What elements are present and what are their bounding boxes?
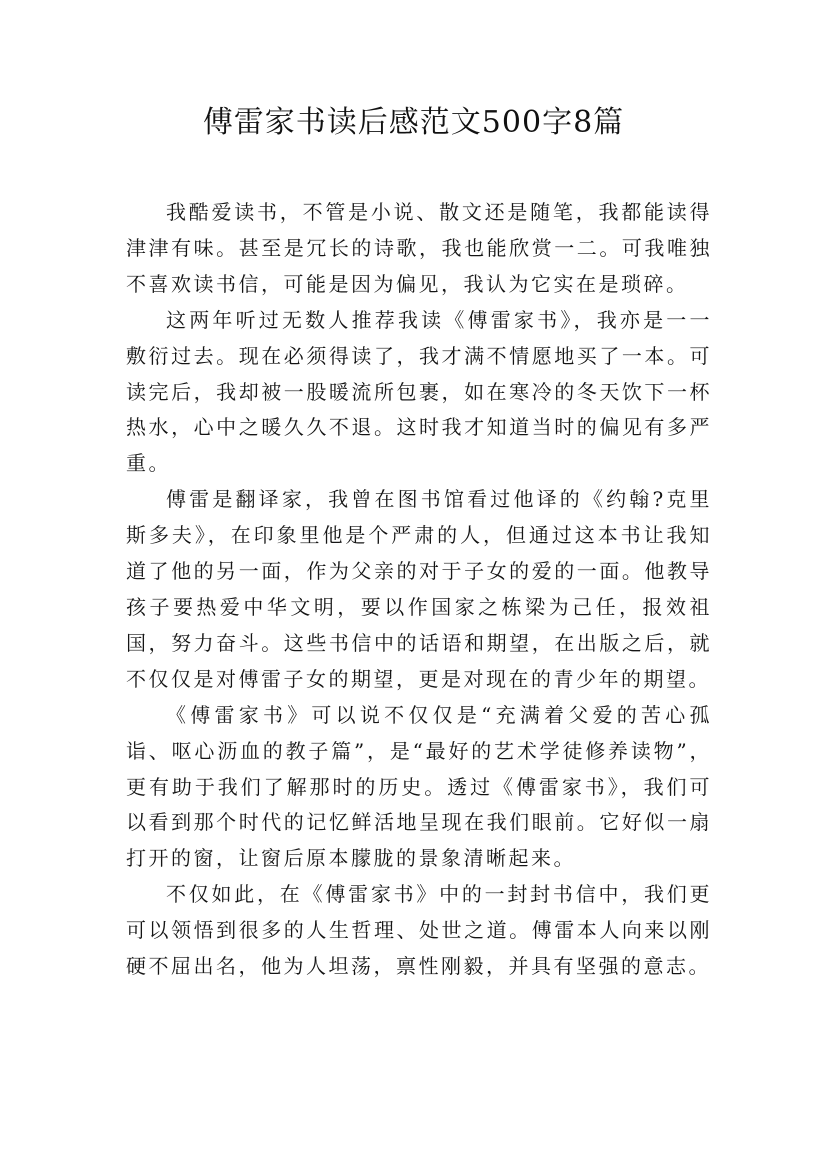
paragraph-3: 傅雷是翻译家，我曾在图书馆看过他译的《约翰?克里斯多夫》，在印象里他是个严肃的人，但通过这本书让我知道了他的另一面，作为父亲的对于子女的爱的一面。他教导孩子要热爱中华文明，要以作国家之栋梁为己任，报效祖国，努力奋斗。这些书信中的话语和期望，在出版之后，就不仅仅是对傅雷子女的期望，更是对现在的青少年的期望。 [126,487,712,691]
paragraph-4: 《傅雷家书》可以说不仅仅是“充满着父爱的苦心孤诣、呕心沥血的教子篇”，是“最好的艺术学徒修养读物”，更有助于我们了解那时的历史。透过《傅雷家书》，我们可以看到那个时代的记忆鲜活地呈现在我们眼前。它好似一扇打开的窗，让窗后原本朦胧的景象清晰起来。 [126,702,712,871]
document-title: 傅雷家书读后感范文500字8篇 [202,105,625,140]
paragraph-2: 这两年听过无数人推荐我读《傅雷家书》，我亦是一一敷衍过去。现在必须得读了，我才满不情愿地买了一本。可读完后，我却被一股暖流所包裹，如在寒冷的冬天饮下一杯热水，心中之暖久久不退。这时我才知道当时的偏见有多严重。 [126,307,712,476]
document-body [126,195,712,985]
paragraph-5: 不仅如此，在《傅雷家书》中的一封封书信中，我们更可以领悟到很多的人生哲理、处世之道。傅雷本人向来以刚硬不屈出名，他为人坦荡，禀性刚毅，并具有坚强的意志。 [126,882,712,979]
paragraph-1: 我酷爱读书，不管是小说、散文还是随笔，我都能读得津津有味。甚至是冗长的诗歌，我也能欣赏一二。可我唯独不喜欢读书信，可能是因为偏见，我认为它实在是琐碎。 [126,200,712,296]
